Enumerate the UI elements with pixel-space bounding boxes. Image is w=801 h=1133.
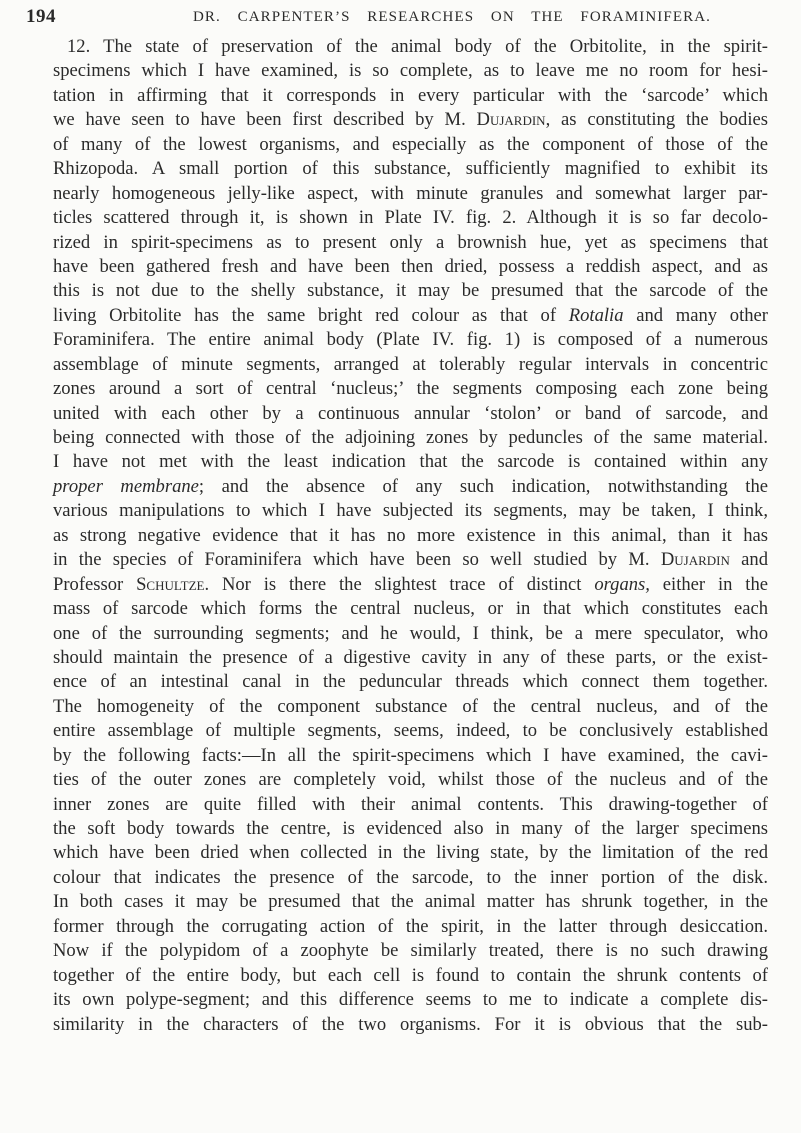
italic-text: Rotalia	[568, 304, 624, 326]
text-run: its own polype-segment; and this difference seems to me to indicate a complete dis-	[53, 989, 768, 1011]
text-line	[53, 402, 768, 426]
text-run: The homogeneity of the component substance of the central nucleus, and of the	[53, 695, 768, 717]
text-line	[53, 231, 768, 255]
text-line	[53, 597, 768, 621]
text-run: Now if the polypidom of a zoophyte be similarly treated, there is no such drawing	[53, 940, 768, 962]
text-run: former through the corrugating action of the spirit, in the latter through desiccation.	[53, 915, 768, 937]
text-run: nearly homogeneous jelly-like aspect, with minute granules and somewhat larger par-	[53, 182, 768, 204]
text-run: ties of the outer zones are completely void, whilst those of the nucleus and of the	[53, 769, 768, 791]
text-run: as strong negative evidence that it has no more existence in this animal, than it has	[53, 524, 768, 546]
italic-text: organs,	[594, 573, 650, 595]
text-line	[53, 841, 768, 865]
text-line	[53, 59, 768, 83]
text-line	[53, 719, 768, 743]
text-line	[53, 182, 768, 206]
text-run: by the following facts:—In all the spirit-specimens which I have examined, the cavi-	[53, 744, 768, 766]
text-line	[53, 475, 768, 499]
text-line	[53, 499, 768, 523]
text-run: In both cases it may be presumed that the animal matter has shrunk together, in the	[53, 891, 768, 913]
text-run: . Nor is there the slightest trace of distinct	[204, 573, 595, 595]
text-line	[53, 988, 768, 1012]
text-line	[53, 964, 768, 988]
text-line	[53, 817, 768, 841]
text-line	[53, 793, 768, 817]
text-line	[53, 304, 768, 328]
text-run: in the species of Foraminifera which have been so well studied by M.	[53, 549, 661, 571]
text-run: the soft body towards the centre, is evidenced also in many of the larger specimens	[53, 818, 768, 839]
text-line	[53, 206, 768, 230]
small-caps-name: Dujardin	[476, 109, 546, 131]
text-run: we have seen to have been first described by M.	[53, 109, 477, 131]
text-line	[53, 890, 768, 914]
text-line	[53, 84, 768, 108]
text-run: mass of sarcode which forms the central nucleus, or in that which constitutes each	[53, 598, 768, 620]
text-run: specimens which I have examined, is so complete, as to leave me no room for hesi-	[53, 60, 768, 82]
text-line	[53, 866, 768, 890]
running-header: DR. CARPENTER’S RESEARCHES ON THE FORAMINIFERA.	[193, 9, 711, 25]
text-run: rized in spirit-specimens as to present only a brownish hue, yet as specimens that	[53, 231, 768, 253]
text-run: either in the	[649, 573, 769, 595]
text-run: assemblage of minute segments, arranged at tolerably regular intervals in concentric	[53, 353, 768, 375]
text-line	[53, 548, 768, 572]
text-run: Rhizopoda. A small portion of this substance, sufficiently magnified to exhibit its	[53, 158, 768, 180]
text-line	[53, 450, 768, 474]
text-line	[53, 744, 768, 768]
text-line	[53, 279, 768, 303]
italic-text: proper membrane	[53, 475, 199, 497]
text-line	[53, 353, 768, 377]
text-run: Foraminifera. The entire animal body (Plate IV. fig. 1) is composed of a numerous	[53, 329, 768, 351]
text-run: Professor	[53, 573, 137, 595]
body-text	[53, 35, 768, 1037]
text-run: tation in affirming that it corresponds in every particular with the ‘sarcode’ which	[53, 84, 768, 106]
text-line	[53, 157, 768, 181]
text-line	[53, 768, 768, 792]
text-run: united with each other by a continuous annular ‘stolon’ or band of sarcode, and	[53, 402, 768, 424]
text-line	[53, 377, 768, 401]
text-line	[53, 670, 768, 694]
text-run: zones around a sort of central ‘nucleus;’ the segments composing each zone being	[53, 378, 768, 400]
text-line	[53, 695, 768, 719]
text-run: entire assemblage of multiple segments, seems, indeed, to be conclusively established	[53, 720, 768, 742]
text-line	[53, 328, 768, 352]
text-line	[53, 1013, 768, 1037]
text-run: 12. The state of preservation of the animal body of the Orbitolite, in the spirit-	[67, 36, 768, 57]
text-run: which have been dried when collected in the living state, by the limitation of the red	[53, 842, 768, 864]
text-line	[53, 255, 768, 279]
text-run: inner zones are quite filled with their animal contents. This drawing-together of	[53, 793, 768, 815]
text-run: one of the surrounding segments; and he would, I think, be a mere speculator, who	[53, 622, 768, 644]
text-run: , as constituting the bodies	[545, 109, 769, 131]
small-caps-name: Schultze	[136, 573, 205, 595]
text-run: together of the entire body, but each cell is found to contain the shrunk contents of	[53, 964, 768, 986]
text-line	[53, 939, 768, 963]
text-run: colour that indicates the presence of the sarcode, to the inner portion of the disk.	[53, 866, 768, 888]
text-line	[53, 646, 768, 670]
text-line	[53, 622, 768, 646]
text-run: ence of an intestinal canal in the peduncular threads which connect them together.	[53, 671, 768, 693]
text-run: have been gathered fresh and have been then dried, possess a reddish aspect, and as	[53, 255, 768, 277]
text-line	[53, 133, 768, 157]
text-run: ticles scattered through it, is shown in Plate IV. fig. 2. Although it is so far decolo-	[53, 207, 768, 229]
text-run: this is not due to the shelly substance, it may be presumed that the sarcode of the	[53, 280, 768, 302]
text-run: and	[729, 549, 768, 571]
text-line	[53, 35, 768, 59]
text-line	[53, 108, 768, 132]
text-run: similarity in the characters of the two organisms. For it is obvious that the sub-	[53, 1013, 768, 1035]
text-run: various manipulations to which I have subjected its segments, may be taken, I think,	[53, 500, 768, 522]
text-run: of many of the lowest organisms, and especially as the component of those of the	[53, 133, 768, 155]
text-run: I have not met with the least indication that the sarcode is contained within any	[53, 451, 768, 473]
text-run: being connected with those of the adjoining zones by peduncles of the same material.	[53, 427, 768, 448]
text-line	[53, 573, 768, 597]
text-run: and many other	[623, 304, 768, 326]
text-line	[53, 915, 768, 939]
page-number: 194	[26, 6, 56, 27]
text-run: ; and the absence of any such indication, notwithstanding the	[198, 475, 768, 497]
text-line	[53, 426, 768, 450]
text-line	[53, 524, 768, 548]
text-run: should maintain the presence of a digestive cavity in any of these parts, or the exist-	[53, 646, 768, 668]
text-run: living Orbitolite has the same bright red colour as that of	[53, 304, 569, 326]
small-caps-name: Dujardin	[660, 549, 730, 571]
